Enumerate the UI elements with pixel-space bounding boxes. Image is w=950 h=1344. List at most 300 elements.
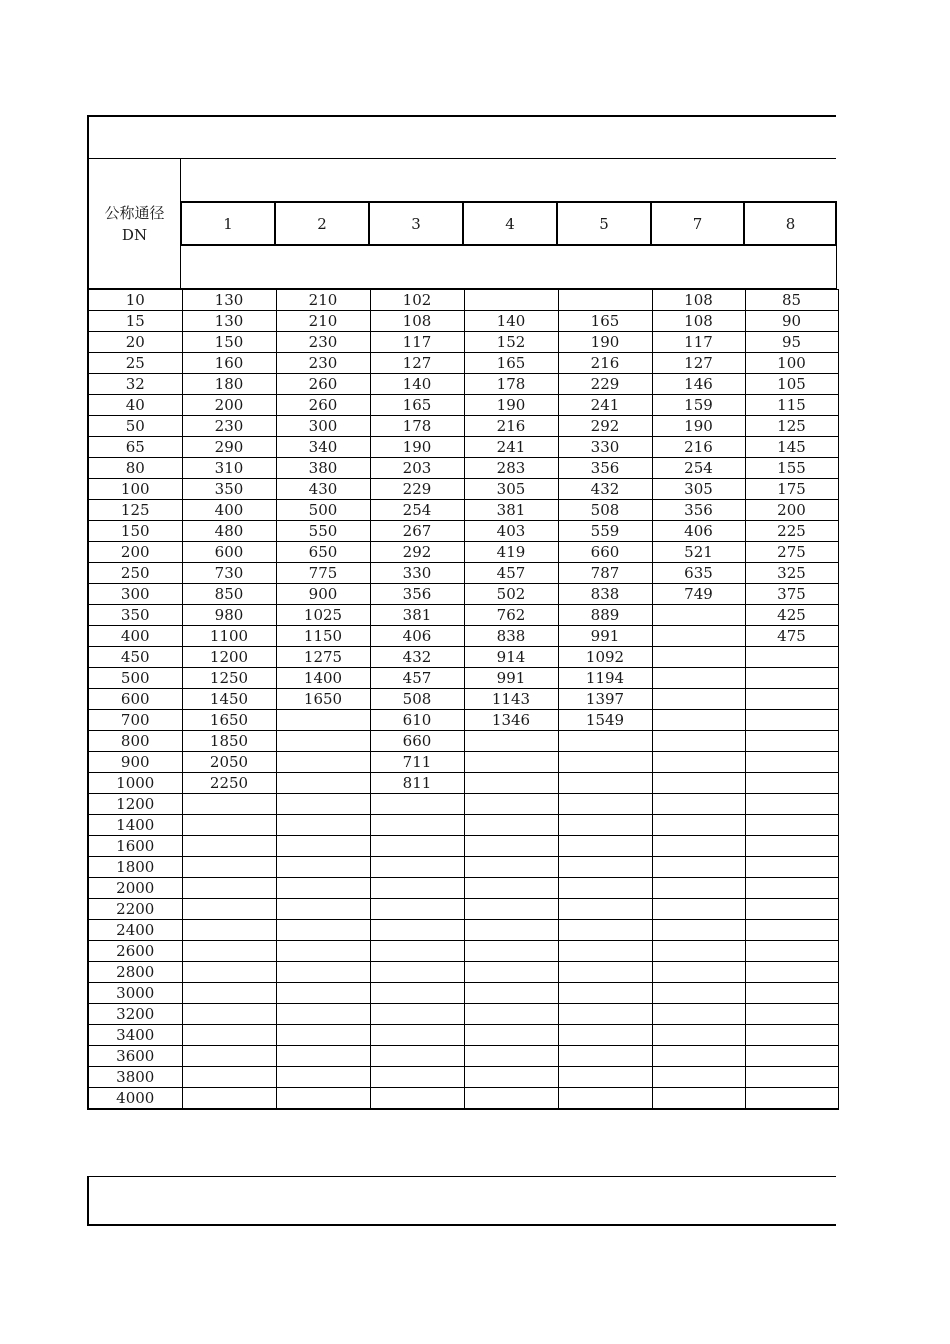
value-cell[interactable] <box>370 1046 464 1067</box>
value-cell[interactable] <box>652 899 745 920</box>
value-cell[interactable] <box>464 815 558 836</box>
value-cell[interactable] <box>652 836 745 857</box>
value-cell[interactable] <box>182 983 276 1004</box>
value-cell[interactable]: 225 <box>745 521 838 542</box>
dn-cell[interactable]: 2600 <box>88 941 182 962</box>
value-cell[interactable] <box>652 878 745 899</box>
dn-cell[interactable]: 15 <box>88 311 182 332</box>
value-cell[interactable] <box>370 836 464 857</box>
value-cell[interactable]: 403 <box>464 521 558 542</box>
value-cell[interactable]: 100 <box>745 353 838 374</box>
value-cell[interactable] <box>745 899 838 920</box>
dn-cell[interactable]: 2000 <box>88 878 182 899</box>
value-cell[interactable]: 2250 <box>182 773 276 794</box>
value-cell[interactable]: 325 <box>745 563 838 584</box>
column-number-8[interactable]: 8 <box>785 214 796 233</box>
dn-cell[interactable]: 600 <box>88 689 182 710</box>
dn-cell[interactable]: 3400 <box>88 1025 182 1046</box>
column-number-2[interactable]: 2 <box>276 203 370 244</box>
dn-cell[interactable]: 150 <box>88 521 182 542</box>
value-cell[interactable] <box>652 752 745 773</box>
column-number-4[interactable]: 4 <box>464 203 558 244</box>
value-cell[interactable] <box>370 815 464 836</box>
dn-cell[interactable]: 25 <box>88 353 182 374</box>
value-cell[interactable] <box>745 962 838 983</box>
dn-cell[interactable]: 400 <box>88 626 182 647</box>
value-cell[interactable] <box>652 647 745 668</box>
value-cell[interactable]: 108 <box>370 311 464 332</box>
value-cell[interactable]: 380 <box>276 458 370 479</box>
value-cell[interactable]: 241 <box>464 437 558 458</box>
value-cell[interactable] <box>370 899 464 920</box>
value-cell[interactable]: 178 <box>370 416 464 437</box>
value-cell[interactable] <box>652 689 745 710</box>
value-cell[interactable]: 127 <box>370 353 464 374</box>
value-cell[interactable] <box>558 1067 652 1088</box>
dn-cell[interactable]: 100 <box>88 479 182 500</box>
value-cell[interactable]: 260 <box>276 374 370 395</box>
value-cell[interactable] <box>370 794 464 815</box>
dn-cell[interactable]: 350 <box>88 605 182 626</box>
value-cell[interactable]: 178 <box>464 374 558 395</box>
value-cell[interactable]: 425 <box>745 605 838 626</box>
blank-header-row[interactable] <box>180 246 837 289</box>
value-cell[interactable] <box>464 878 558 899</box>
value-cell[interactable]: 230 <box>276 353 370 374</box>
value-cell[interactable]: 1150 <box>276 626 370 647</box>
value-cell[interactable]: 330 <box>370 563 464 584</box>
value-cell[interactable] <box>745 794 838 815</box>
value-cell[interactable] <box>745 878 838 899</box>
value-cell[interactable] <box>745 920 838 941</box>
value-cell[interactable] <box>652 626 745 647</box>
value-cell[interactable] <box>276 731 370 752</box>
value-cell[interactable]: 980 <box>182 605 276 626</box>
value-cell[interactable] <box>464 1004 558 1025</box>
value-cell[interactable]: 550 <box>276 521 370 542</box>
value-cell[interactable]: 500 <box>276 500 370 521</box>
value-cell[interactable]: 1143 <box>464 689 558 710</box>
dn-cell[interactable]: 65 <box>88 437 182 458</box>
dn-cell[interactable]: 10 <box>88 290 182 311</box>
value-cell[interactable]: 95 <box>745 332 838 353</box>
dn-cell[interactable]: 4000 <box>88 1088 182 1110</box>
value-cell[interactable]: 1400 <box>276 668 370 689</box>
value-cell[interactable] <box>276 983 370 1004</box>
value-cell[interactable]: 1025 <box>276 605 370 626</box>
value-cell[interactable] <box>558 878 652 899</box>
value-cell[interactable]: 1275 <box>276 647 370 668</box>
dn-cell[interactable]: 250 <box>88 563 182 584</box>
value-cell[interactable]: 267 <box>370 521 464 542</box>
value-cell[interactable]: 559 <box>558 521 652 542</box>
value-cell[interactable]: 292 <box>558 416 652 437</box>
value-cell[interactable] <box>652 1004 745 1025</box>
value-cell[interactable]: 305 <box>464 479 558 500</box>
dn-cell[interactable]: 1200 <box>88 794 182 815</box>
dn-cell[interactable]: 1800 <box>88 857 182 878</box>
value-cell[interactable] <box>745 1067 838 1088</box>
dn-cell[interactable]: 40 <box>88 395 182 416</box>
value-cell[interactable] <box>558 1088 652 1110</box>
value-cell[interactable]: 254 <box>370 500 464 521</box>
value-cell[interactable] <box>464 941 558 962</box>
value-cell[interactable]: 650 <box>276 542 370 563</box>
dn-cell[interactable]: 200 <box>88 542 182 563</box>
value-cell[interactable] <box>464 962 558 983</box>
value-cell[interactable] <box>276 794 370 815</box>
value-cell[interactable]: 127 <box>652 353 745 374</box>
value-cell[interactable]: 152 <box>464 332 558 353</box>
value-cell[interactable]: 762 <box>464 605 558 626</box>
value-cell[interactable] <box>182 857 276 878</box>
value-cell[interactable] <box>652 920 745 941</box>
dn-cell[interactable]: 300 <box>88 584 182 605</box>
value-cell[interactable] <box>182 1046 276 1067</box>
value-cell[interactable]: 108 <box>652 290 745 311</box>
dn-cell[interactable]: 3600 <box>88 1046 182 1067</box>
value-cell[interactable]: 216 <box>558 353 652 374</box>
value-cell[interactable]: 203 <box>370 458 464 479</box>
value-cell[interactable] <box>558 857 652 878</box>
value-cell[interactable] <box>276 1046 370 1067</box>
value-cell[interactable] <box>464 1088 558 1110</box>
value-cell[interactable]: 254 <box>652 458 745 479</box>
value-cell[interactable] <box>276 941 370 962</box>
value-cell[interactable] <box>745 647 838 668</box>
value-cell[interactable] <box>276 962 370 983</box>
footer-box[interactable] <box>87 1176 836 1226</box>
value-cell[interactable] <box>182 941 276 962</box>
value-cell[interactable]: 230 <box>182 416 276 437</box>
value-cell[interactable]: 1650 <box>276 689 370 710</box>
dn-cell[interactable]: 3800 <box>88 1067 182 1088</box>
value-cell[interactable] <box>652 731 745 752</box>
value-cell[interactable]: 730 <box>182 563 276 584</box>
value-cell[interactable]: 480 <box>182 521 276 542</box>
value-cell[interactable]: 356 <box>558 458 652 479</box>
dn-cell[interactable]: 900 <box>88 752 182 773</box>
dn-cell[interactable]: 32 <box>88 374 182 395</box>
value-cell[interactable]: 775 <box>276 563 370 584</box>
value-cell[interactable]: 102 <box>370 290 464 311</box>
value-cell[interactable] <box>745 1025 838 1046</box>
value-cell[interactable]: 210 <box>276 311 370 332</box>
value-cell[interactable] <box>370 1025 464 1046</box>
dn-cell[interactable]: 1600 <box>88 836 182 857</box>
value-cell[interactable] <box>652 941 745 962</box>
value-cell[interactable] <box>558 899 652 920</box>
value-cell[interactable] <box>464 752 558 773</box>
value-cell[interactable]: 108 <box>652 311 745 332</box>
value-cell[interactable] <box>652 1025 745 1046</box>
value-cell[interactable] <box>745 668 838 689</box>
value-cell[interactable] <box>652 794 745 815</box>
dn-cell[interactable]: 450 <box>88 647 182 668</box>
value-cell[interactable] <box>276 815 370 836</box>
value-cell[interactable] <box>182 962 276 983</box>
value-cell[interactable]: 1850 <box>182 731 276 752</box>
value-cell[interactable]: 150 <box>182 332 276 353</box>
value-cell[interactable]: 190 <box>652 416 745 437</box>
value-cell[interactable]: 1092 <box>558 647 652 668</box>
value-cell[interactable] <box>558 794 652 815</box>
value-cell[interactable]: 200 <box>182 395 276 416</box>
value-cell[interactable]: 146 <box>652 374 745 395</box>
value-cell[interactable]: 300 <box>276 416 370 437</box>
value-cell[interactable] <box>464 290 558 311</box>
dn-cell[interactable]: 2400 <box>88 920 182 941</box>
value-cell[interactable] <box>370 941 464 962</box>
value-cell[interactable]: 1549 <box>558 710 652 731</box>
value-cell[interactable] <box>464 773 558 794</box>
value-cell[interactable]: 375 <box>745 584 838 605</box>
value-cell[interactable]: 310 <box>182 458 276 479</box>
dn-cell[interactable]: 1400 <box>88 815 182 836</box>
value-cell[interactable]: 260 <box>276 395 370 416</box>
value-cell[interactable] <box>652 668 745 689</box>
value-cell[interactable]: 635 <box>652 563 745 584</box>
value-cell[interactable] <box>464 1046 558 1067</box>
value-cell[interactable]: 330 <box>558 437 652 458</box>
value-cell[interactable] <box>276 1025 370 1046</box>
value-cell[interactable]: 838 <box>558 584 652 605</box>
column-number-7[interactable]: 7 <box>652 203 745 244</box>
value-cell[interactable] <box>276 710 370 731</box>
value-cell[interactable] <box>558 752 652 773</box>
value-cell[interactable]: 914 <box>464 647 558 668</box>
value-cell[interactable]: 400 <box>182 500 276 521</box>
value-cell[interactable] <box>558 1046 652 1067</box>
value-cell[interactable] <box>464 836 558 857</box>
value-cell[interactable] <box>745 731 838 752</box>
value-cell[interactable]: 1650 <box>182 710 276 731</box>
value-cell[interactable]: 165 <box>464 353 558 374</box>
value-cell[interactable]: 508 <box>558 500 652 521</box>
value-cell[interactable] <box>745 689 838 710</box>
value-cell[interactable]: 850 <box>182 584 276 605</box>
value-cell[interactable] <box>276 1088 370 1110</box>
value-cell[interactable]: 190 <box>464 395 558 416</box>
value-cell[interactable]: 381 <box>370 605 464 626</box>
value-cell[interactable] <box>370 962 464 983</box>
value-cell[interactable]: 216 <box>652 437 745 458</box>
column-number-1[interactable]: 1 <box>182 203 276 244</box>
value-cell[interactable]: 292 <box>370 542 464 563</box>
dn-cell[interactable]: 20 <box>88 332 182 353</box>
value-cell[interactable] <box>276 857 370 878</box>
value-cell[interactable] <box>182 1004 276 1025</box>
value-cell[interactable] <box>745 710 838 731</box>
value-cell[interactable]: 155 <box>745 458 838 479</box>
dn-cell[interactable]: 3000 <box>88 983 182 1004</box>
value-cell[interactable]: 241 <box>558 395 652 416</box>
value-cell[interactable]: 610 <box>370 710 464 731</box>
value-cell[interactable]: 1397 <box>558 689 652 710</box>
value-cell[interactable]: 283 <box>464 458 558 479</box>
value-cell[interactable] <box>464 794 558 815</box>
value-cell[interactable] <box>745 752 838 773</box>
value-cell[interactable]: 1200 <box>182 647 276 668</box>
value-cell[interactable] <box>558 962 652 983</box>
value-cell[interactable]: 105 <box>745 374 838 395</box>
value-cell[interactable]: 305 <box>652 479 745 500</box>
value-cell[interactable]: 356 <box>652 500 745 521</box>
value-cell[interactable]: 1250 <box>182 668 276 689</box>
value-cell[interactable]: 165 <box>558 311 652 332</box>
value-cell[interactable] <box>182 815 276 836</box>
value-cell[interactable]: 406 <box>370 626 464 647</box>
value-cell[interactable] <box>370 1067 464 1088</box>
value-cell[interactable]: 2050 <box>182 752 276 773</box>
value-cell[interactable] <box>182 920 276 941</box>
value-cell[interactable]: 340 <box>276 437 370 458</box>
value-cell[interactable] <box>652 962 745 983</box>
value-cell[interactable]: 475 <box>745 626 838 647</box>
value-cell[interactable]: 190 <box>370 437 464 458</box>
value-cell[interactable]: 521 <box>652 542 745 563</box>
value-cell[interactable] <box>745 815 838 836</box>
value-cell[interactable]: 457 <box>370 668 464 689</box>
dn-cell[interactable]: 80 <box>88 458 182 479</box>
value-cell[interactable]: 165 <box>370 395 464 416</box>
value-cell[interactable]: 991 <box>464 668 558 689</box>
value-cell[interactable]: 190 <box>558 332 652 353</box>
value-cell[interactable] <box>276 752 370 773</box>
value-cell[interactable]: 419 <box>464 542 558 563</box>
value-cell[interactable] <box>652 710 745 731</box>
value-cell[interactable]: 1194 <box>558 668 652 689</box>
value-cell[interactable]: 159 <box>652 395 745 416</box>
value-cell[interactable] <box>745 983 838 1004</box>
value-cell[interactable] <box>182 836 276 857</box>
value-cell[interactable]: 660 <box>370 731 464 752</box>
value-cell[interactable]: 175 <box>745 479 838 500</box>
value-cell[interactable]: 660 <box>558 542 652 563</box>
value-cell[interactable] <box>276 1067 370 1088</box>
value-cell[interactable] <box>558 773 652 794</box>
value-cell[interactable] <box>464 983 558 1004</box>
value-cell[interactable]: 90 <box>745 311 838 332</box>
value-cell[interactable]: 356 <box>370 584 464 605</box>
subheader-row[interactable] <box>180 158 836 201</box>
dn-cell[interactable]: 1000 <box>88 773 182 794</box>
value-cell[interactable]: 787 <box>558 563 652 584</box>
value-cell[interactable] <box>276 836 370 857</box>
dn-cell[interactable]: 800 <box>88 731 182 752</box>
dn-cell[interactable]: 500 <box>88 668 182 689</box>
value-cell[interactable]: 1100 <box>182 626 276 647</box>
value-cell[interactable] <box>652 1046 745 1067</box>
value-cell[interactable]: 160 <box>182 353 276 374</box>
value-cell[interactable]: 140 <box>370 374 464 395</box>
value-cell[interactable] <box>276 1004 370 1025</box>
value-cell[interactable] <box>464 731 558 752</box>
value-cell[interactable]: 230 <box>276 332 370 353</box>
value-cell[interactable] <box>276 899 370 920</box>
value-cell[interactable] <box>558 983 652 1004</box>
value-cell[interactable] <box>182 1088 276 1110</box>
value-cell[interactable]: 125 <box>745 416 838 437</box>
dn-cell[interactable]: 700 <box>88 710 182 731</box>
value-cell[interactable]: 508 <box>370 689 464 710</box>
value-cell[interactable] <box>745 1088 838 1110</box>
value-cell[interactable] <box>276 878 370 899</box>
value-cell[interactable]: 600 <box>182 542 276 563</box>
dn-cell[interactable]: 125 <box>88 500 182 521</box>
value-cell[interactable]: 502 <box>464 584 558 605</box>
value-cell[interactable] <box>652 1088 745 1110</box>
value-cell[interactable] <box>464 1067 558 1088</box>
dn-cell[interactable]: 2200 <box>88 899 182 920</box>
value-cell[interactable] <box>370 983 464 1004</box>
value-cell[interactable]: 430 <box>276 479 370 500</box>
value-cell[interactable] <box>182 899 276 920</box>
value-cell[interactable] <box>558 920 652 941</box>
value-cell[interactable]: 811 <box>370 773 464 794</box>
value-cell[interactable] <box>745 1004 838 1025</box>
value-cell[interactable] <box>652 605 745 626</box>
dn-column-header[interactable] <box>87 158 181 289</box>
value-cell[interactable] <box>370 1004 464 1025</box>
value-cell[interactable] <box>464 920 558 941</box>
value-cell[interactable] <box>745 836 838 857</box>
value-cell[interactable] <box>558 836 652 857</box>
value-cell[interactable] <box>745 941 838 962</box>
value-cell[interactable] <box>652 773 745 794</box>
value-cell[interactable]: 406 <box>652 521 745 542</box>
value-cell[interactable] <box>558 941 652 962</box>
title-row[interactable] <box>87 115 836 158</box>
value-cell[interactable] <box>182 1025 276 1046</box>
value-cell[interactable] <box>558 731 652 752</box>
value-cell[interactable]: 711 <box>370 752 464 773</box>
value-cell[interactable]: 229 <box>370 479 464 500</box>
value-cell[interactable] <box>652 983 745 1004</box>
dn-cell[interactable]: 3200 <box>88 1004 182 1025</box>
value-cell[interactable]: 115 <box>745 395 838 416</box>
value-cell[interactable]: 229 <box>558 374 652 395</box>
value-cell[interactable] <box>464 899 558 920</box>
value-cell[interactable]: 85 <box>745 290 838 311</box>
value-cell[interactable]: 140 <box>464 311 558 332</box>
value-cell[interactable]: 381 <box>464 500 558 521</box>
value-cell[interactable]: 290 <box>182 437 276 458</box>
value-cell[interactable]: 200 <box>745 500 838 521</box>
value-cell[interactable] <box>276 773 370 794</box>
value-cell[interactable] <box>464 857 558 878</box>
value-cell[interactable]: 432 <box>370 647 464 668</box>
value-cell[interactable]: 216 <box>464 416 558 437</box>
value-cell[interactable]: 117 <box>652 332 745 353</box>
value-cell[interactable]: 889 <box>558 605 652 626</box>
column-number-3[interactable]: 3 <box>370 203 464 244</box>
value-cell[interactable] <box>370 857 464 878</box>
value-cell[interactable] <box>745 857 838 878</box>
dn-cell[interactable]: 2800 <box>88 962 182 983</box>
value-cell[interactable] <box>182 1067 276 1088</box>
value-cell[interactable]: 1346 <box>464 710 558 731</box>
value-cell[interactable] <box>652 1067 745 1088</box>
value-cell[interactable] <box>652 815 745 836</box>
value-cell[interactable]: 350 <box>182 479 276 500</box>
value-cell[interactable]: 749 <box>652 584 745 605</box>
value-cell[interactable] <box>370 1088 464 1110</box>
value-cell[interactable]: 130 <box>182 290 276 311</box>
value-cell[interactable] <box>464 1025 558 1046</box>
value-cell[interactable] <box>652 857 745 878</box>
value-cell[interactable] <box>182 878 276 899</box>
